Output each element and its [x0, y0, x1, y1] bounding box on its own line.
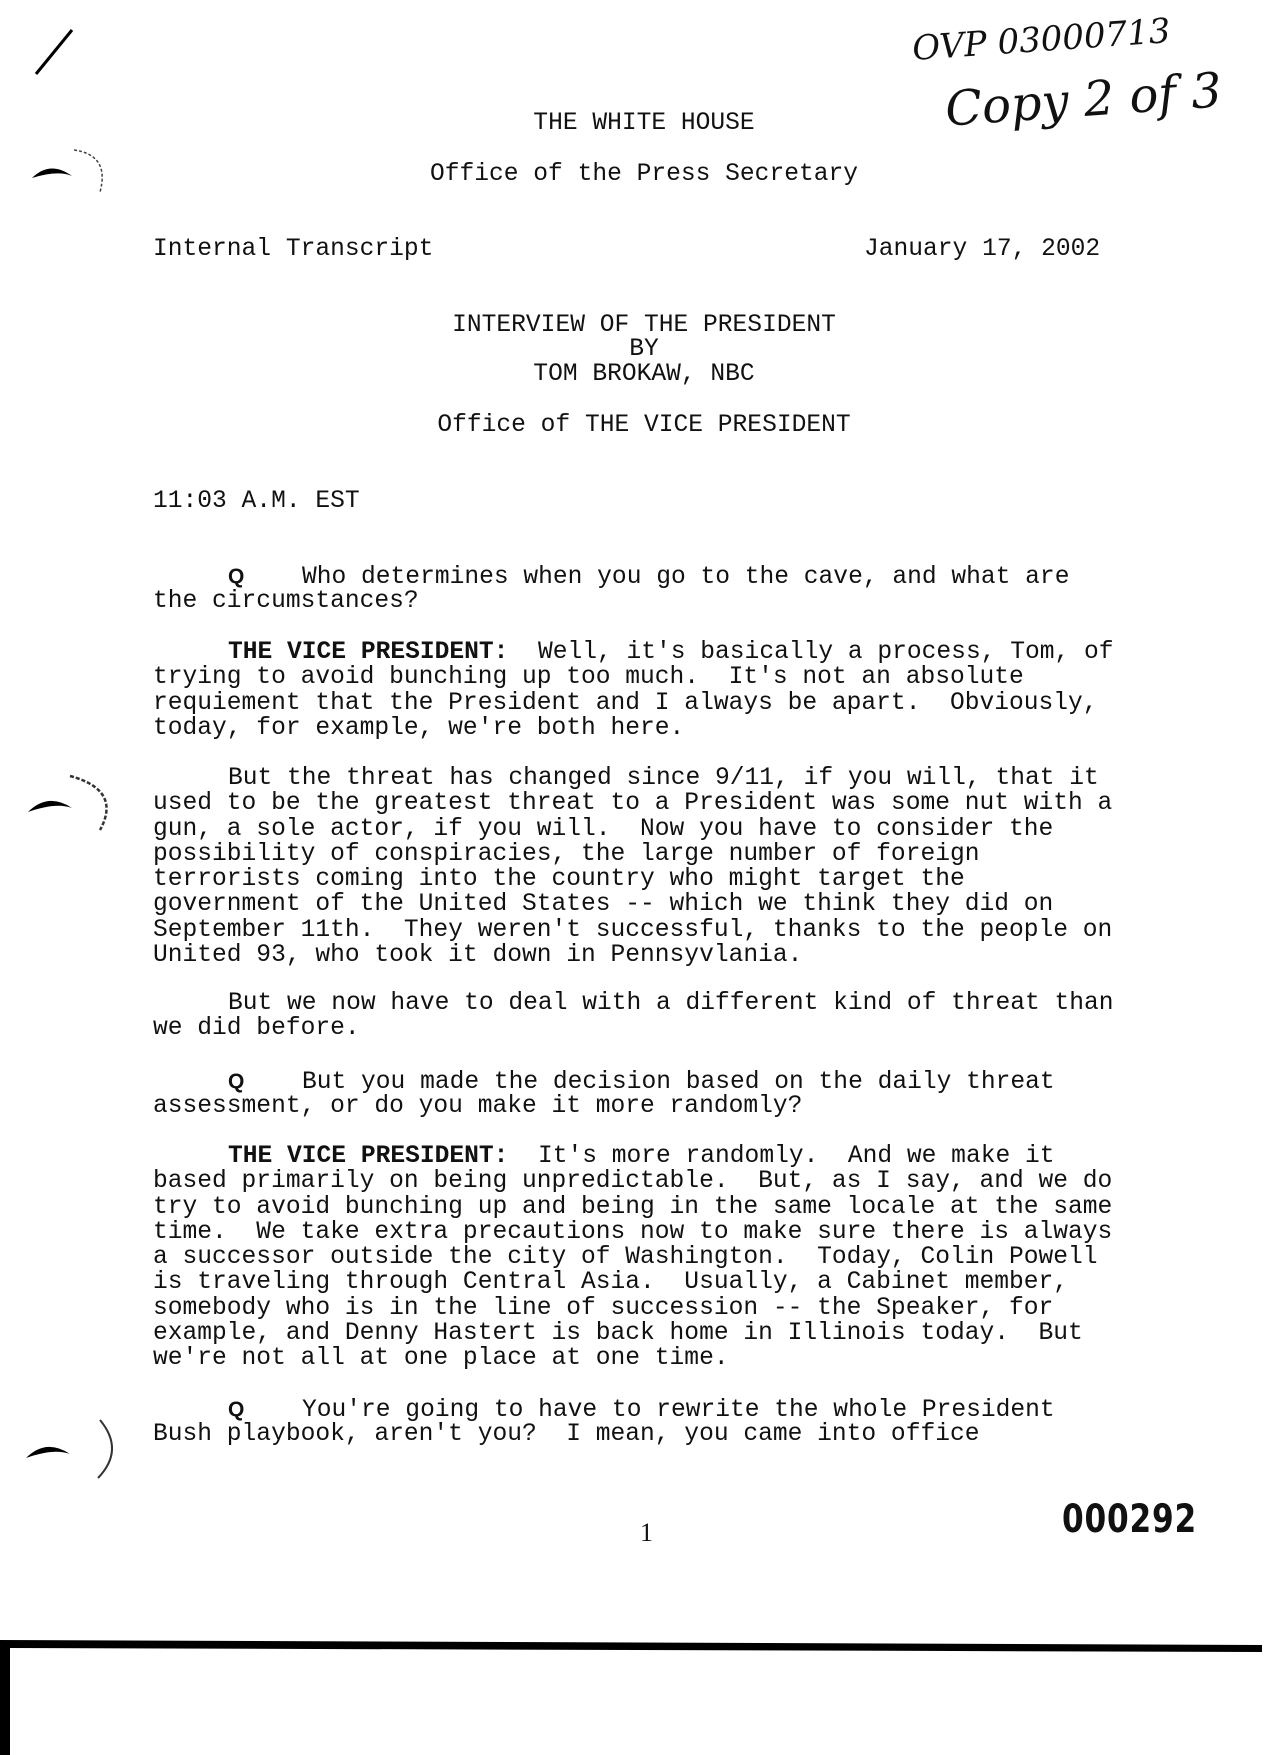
interviewer: TOM BROKAW, NBC: [533, 361, 755, 388]
transcript-paragraph: [153, 564, 1069, 615]
handwritten-file-number: OVP 03000713: [910, 11, 1172, 69]
line-text: requiement that the President and I always be apart. Obviously,: [153, 689, 1098, 717]
line-text: a successor outside the city of Washington. Today, Colin Powell: [153, 1244, 1098, 1272]
transcript-line: [153, 1069, 1055, 1094]
line-text: But the threat has changed since 9/11, if you will, that it: [228, 765, 1099, 792]
transcript-line: [153, 691, 1114, 716]
transcript-line: [153, 867, 1112, 892]
transcript-line: [153, 665, 1114, 690]
transcript-line: [153, 943, 1112, 968]
transcript-line: [153, 817, 1112, 842]
hole-punch-mark-2: [28, 776, 107, 830]
transcript-line: [153, 1346, 1112, 1371]
line-text: You're going to have to rewrite the whole President: [302, 1397, 1055, 1424]
line-text: But you made the decision based on the daily threat: [302, 1069, 1055, 1096]
line-text: time. We take extra precautions now to make sure there is always: [153, 1218, 1113, 1246]
transcript-line: [153, 1016, 1114, 1041]
transcript-line: [153, 1397, 1055, 1422]
line-text: is traveling through Central Asia. Usually, a Cabinet member,: [153, 1269, 1069, 1297]
transcript-line: [153, 766, 1112, 791]
interview-title: INTERVIEW OF THE PRESIDENT: [452, 312, 836, 339]
line-text: possibility of conspiracies, the large number of foreign: [153, 840, 980, 868]
transcript-line: [153, 1270, 1112, 1295]
interview-by: BY: [629, 336, 659, 363]
page-number: 1: [640, 1518, 653, 1547]
bottom-edge-line: [0, 1640, 1262, 1755]
document-type: Internal Transcript: [153, 236, 434, 263]
transcript-line: [153, 918, 1112, 943]
line-text: Well, it's basically a process, Tom, of: [508, 639, 1114, 666]
transcript-line: [153, 1195, 1112, 1220]
transcript-line: [153, 1169, 1112, 1194]
speaker-label: THE VICE PRESIDENT:: [228, 639, 509, 666]
transcript-line: [153, 1321, 1112, 1346]
transcript-paragraph: [153, 640, 1114, 741]
document-date: January 17, 2002: [864, 236, 1101, 263]
interview-location: Office of THE VICE PRESIDENT: [437, 412, 851, 439]
transcript-line: [153, 1220, 1112, 1245]
transcript-paragraph: [153, 766, 1112, 968]
transcript-paragraph: [153, 991, 1114, 1042]
line-text: United 93, who took it down in Pennsyvlania.: [153, 942, 803, 970]
bates-number: 000292: [1062, 1497, 1198, 1542]
transcript-line: [153, 1245, 1112, 1270]
line-text: used to be the greatest threat to a President was some nut with a: [153, 790, 1113, 818]
transcript-line: [153, 589, 1069, 614]
transcript-line: [153, 564, 1069, 589]
interview-time: 11:03 A.M. EST: [153, 488, 360, 515]
transcript-line: [153, 842, 1112, 867]
transcript-line: [153, 640, 1114, 665]
org-heading: THE WHITE HOUSE: [533, 110, 755, 137]
line-text: we're not all at one place at one time.: [153, 1345, 729, 1373]
transcript-line: [153, 1144, 1112, 1169]
transcript-line: [153, 991, 1114, 1016]
line-text: It's more randomly. And we make it: [508, 1143, 1055, 1170]
line-text: gun, a sole actor, if you will. Now you have to consider the: [153, 815, 1054, 843]
transcript-line: [153, 791, 1112, 816]
line-text: based primarily on being unpredictable. But, as I say, and we do: [153, 1168, 1113, 1196]
speaker-label: Q: [228, 1070, 245, 1093]
transcript-line: [153, 716, 1114, 741]
transcript-paragraph: [153, 1397, 1055, 1448]
transcript-line: [153, 892, 1112, 917]
office-heading: Office of the Press Secretary: [429, 161, 859, 188]
hole-punch-mark-3: [26, 1420, 112, 1478]
line-text: government of the United States -- which we think they did on: [153, 891, 1054, 919]
speaker-label: Q: [228, 1398, 245, 1421]
line-text: today, for example, we're both here.: [153, 714, 685, 742]
speaker-label: THE VICE PRESIDENT:: [228, 1143, 509, 1170]
slash-mark: [36, 30, 72, 74]
line-text: But we now have to deal with a different kind of threat than: [228, 990, 1114, 1017]
transcript-line: [153, 1296, 1112, 1321]
line-text: September 11th. They weren't successful, thanks to the people on: [153, 916, 1113, 944]
line-text: Who determines when you go to the cave, and what are: [302, 564, 1070, 591]
handwritten-copy-note: Copy 2 of 3: [943, 62, 1224, 138]
transcript-line: [153, 1422, 1055, 1447]
line-text: assessment, or do you make it more randomly?: [153, 1093, 803, 1121]
line-text: somebody who is in the line of succession -- the Speaker, for: [153, 1294, 1054, 1322]
line-text: try to avoid bunching up and being in the same locale at the same: [153, 1193, 1113, 1221]
transcript-line: [153, 1094, 1055, 1119]
line-text: the circumstances?: [153, 588, 419, 616]
transcript-paragraph: [153, 1069, 1055, 1120]
transcript-paragraph: [153, 1144, 1112, 1372]
line-text: we did before.: [153, 1015, 360, 1043]
line-text: trying to avoid bunching up too much. It's not an absolute: [153, 664, 1024, 692]
line-text: terrorists coming into the country who might target the: [153, 866, 965, 894]
hole-punch-mark-1: [32, 150, 102, 192]
line-text: example, and Denny Hastert is back home in Illinois today. But: [153, 1320, 1083, 1348]
line-text: Bush playbook, aren't you? I mean, you came into office: [153, 1421, 980, 1449]
speaker-label: Q: [228, 565, 245, 588]
